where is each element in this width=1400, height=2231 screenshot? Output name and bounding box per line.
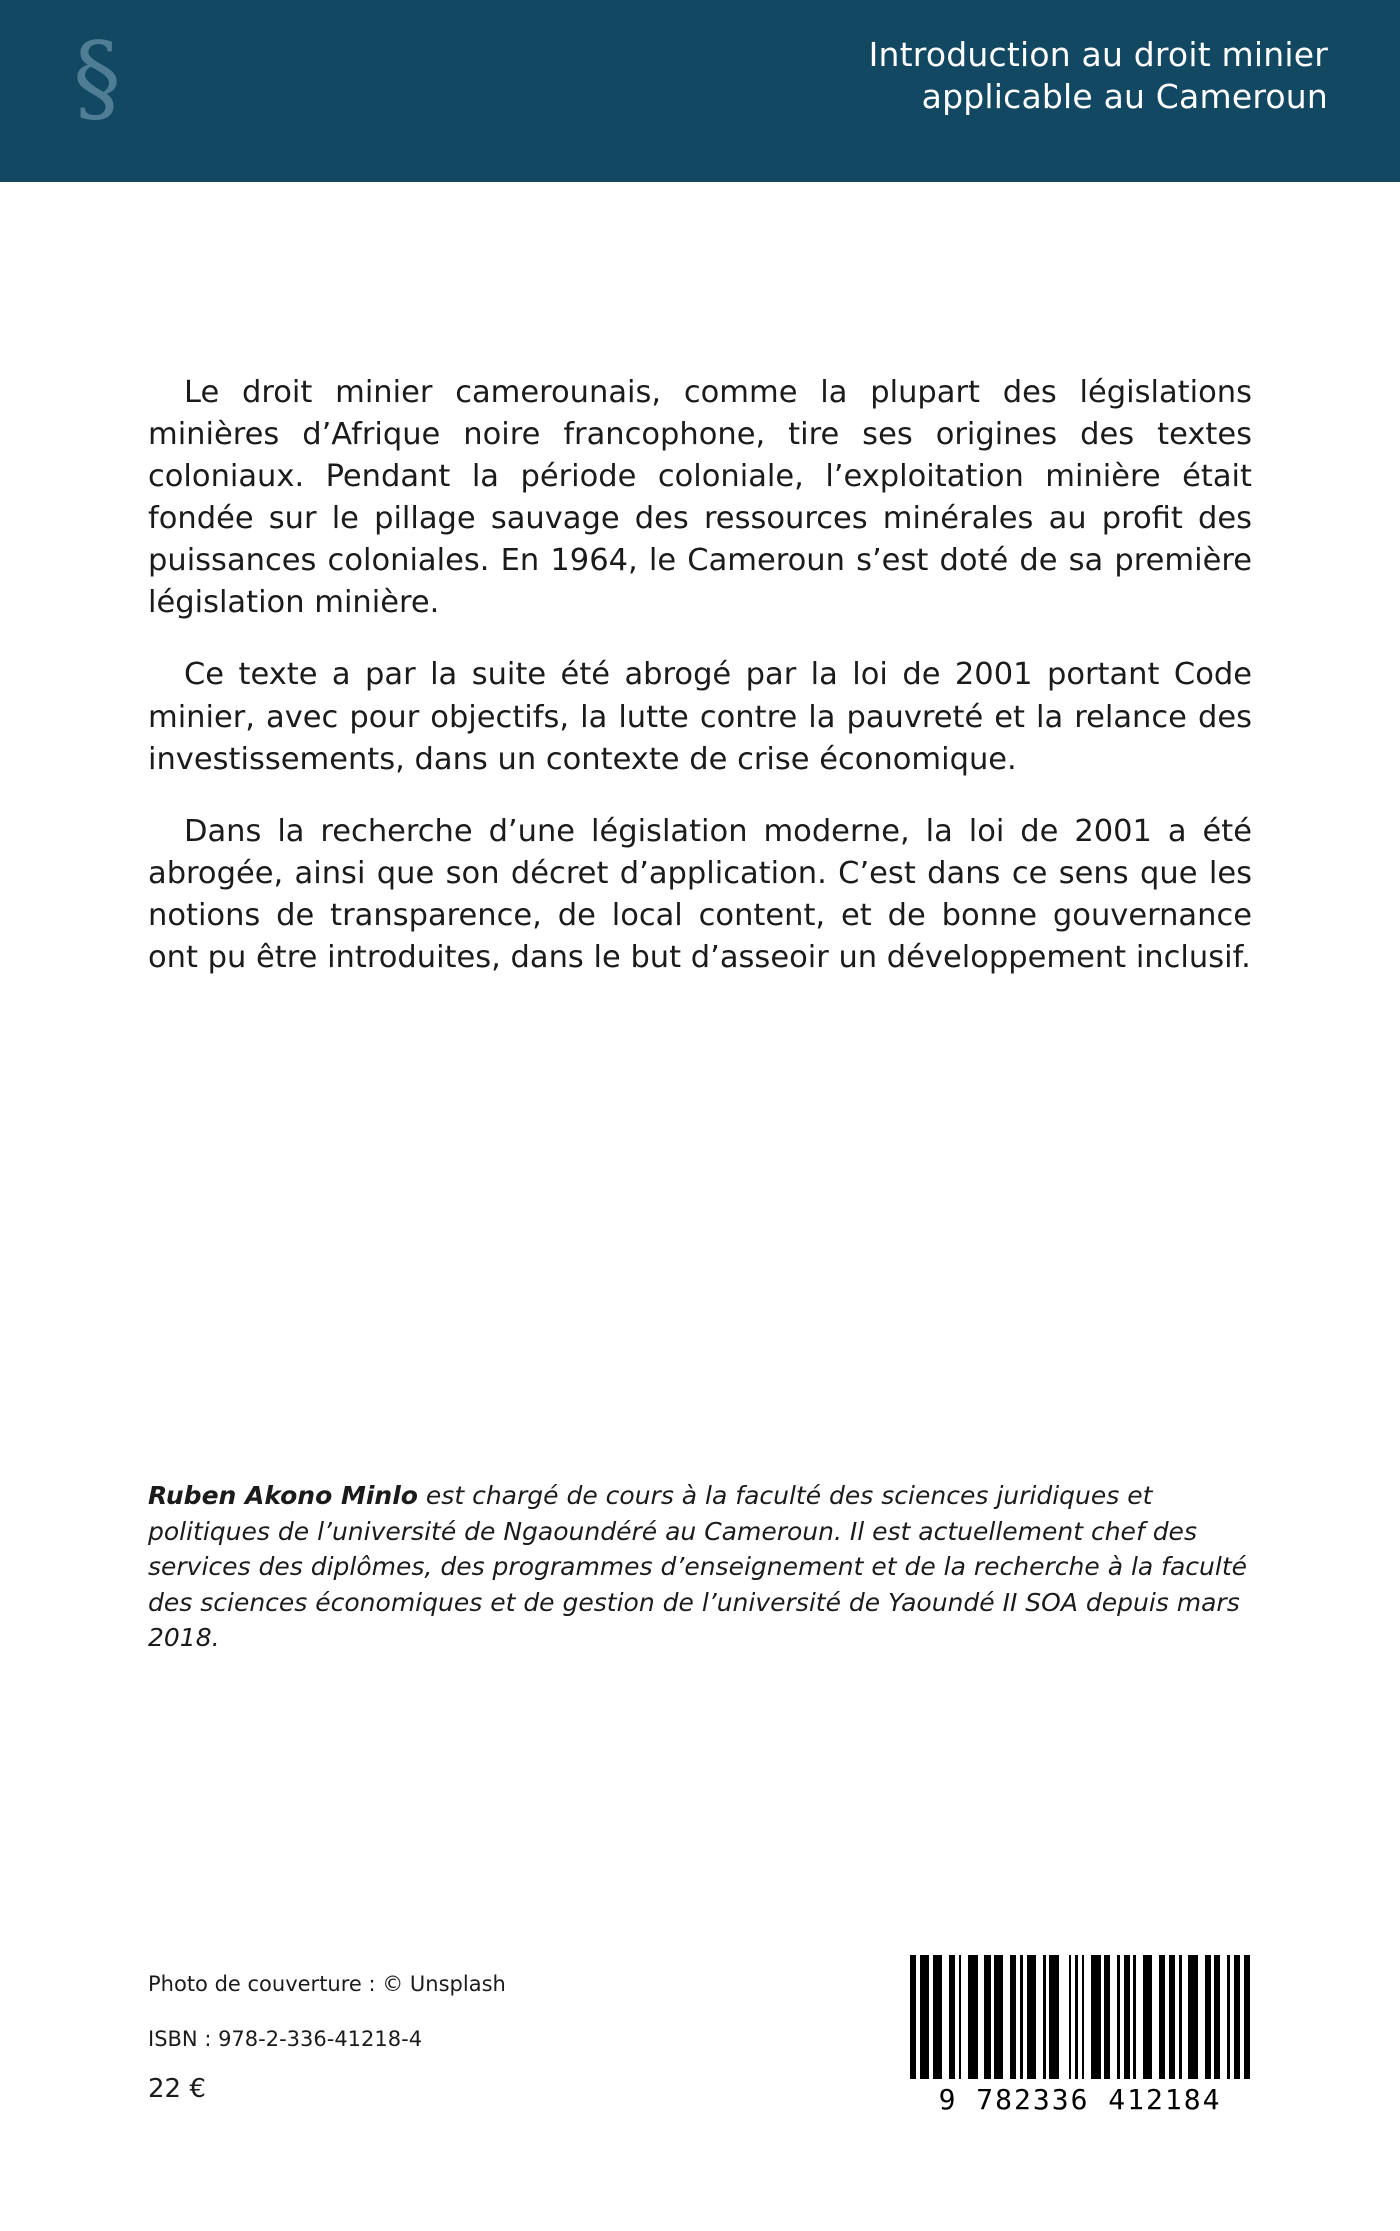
price-text: 22 € (148, 2074, 206, 2105)
blurb-paragraph-2: Ce texte a par la suite été abrogé par la loi de 2001 portant Code minier, avec pour objectifs, la lutte contre la pauvreté et la relance des investissements, dans un contexte de crise économique. (148, 657, 1252, 777)
footer-block (148, 1972, 848, 2106)
book-title (368, 34, 1328, 118)
barcode-bars (910, 1955, 1250, 2089)
publisher-logo-icon: § (73, 22, 121, 134)
blurb-paragraph-1: Le droit minier camerounais, comme la plupart des législations minières d’Afrique noire francophone, tire ses origines des textes coloniaux. Pendant la période coloniale, l’exploitation minière était fondée sur le pillage sauvage des ressources minérales au profit des puissances coloniales. En 1964, le Cameroun s’est doté de sa première législation minière. (148, 375, 1252, 621)
cover-photo-credit: Photo de couverture : © Unsplash (148, 1972, 506, 1996)
book-title-line-2: applicable au Cameroun (921, 77, 1328, 117)
author-bio-text: est chargé de cours à la faculté des sciences juridiques et politiques de l’université de Ngaoundéré au Cameroun. Il est actuellement chef des services des diplômes, des programmes d’enseignement et de la recherche à la faculté des sciences économiques et de gestion de l’université de Yaoundé II SOA depuis mars 2018. (148, 1481, 1248, 1652)
header-band (0, 0, 1400, 182)
ean-barcode (910, 1955, 1250, 2125)
book-title-line-1: Introduction au droit minier (868, 35, 1328, 74)
blurb-paragraph-3: Dans la recherche d’une législation moderne, la loi de 2001 a été abrogée, ainsi que son décret d’application. C’est dans ce sens que les notions de transparence, de local content, et de bonne gouvernance ont pu être introduites, dans le but d’asseoir un développement inclusif. (148, 813, 1252, 975)
isbn-text: ISBN : 978-2-336-41218-4 (148, 2027, 423, 2052)
blurb-text (148, 372, 1252, 979)
barcode-digits: 9 782336 412184 (910, 2079, 1250, 2116)
author-name: Ruben Akono Minlo (148, 1481, 418, 1510)
author-bio (148, 1478, 1252, 1656)
